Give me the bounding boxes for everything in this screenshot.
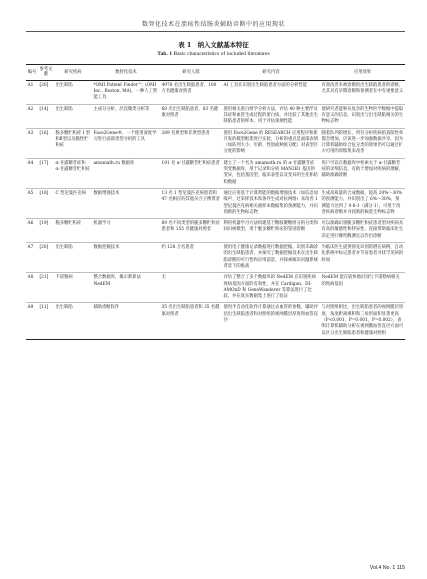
cell-id: A4 <box>27 160 34 166</box>
cell-id: A2 <box>27 106 34 112</box>
cell-disease: 出生缺陷 <box>55 82 73 88</box>
header-effect: 应用效果 <box>320 65 405 81</box>
cell-population: 4978 名出生缺陷患者，100 万名健康对照者 <box>161 82 217 95</box>
cell-population: 289 名典型和非典型患者 <box>161 130 210 136</box>
cell-reference: [16] <box>39 130 49 136</box>
cell-content: 评估了整合了多个数据库的 NedEM 在识别疾病致病基因方面的有效性，并在 Cardigan、DI-AMOnD 和 GeneWanderer 等算法进行了比较，并在真实数据集上进行了验证 <box>223 275 316 300</box>
cell-effect: 有效改善未被诊断的出生缺陷患者的诊断，尤其具有早期诊断和预测者在中有重要意义 <box>321 82 404 95</box>
cell-content: 使用 Face2Gene 的 RESEARCH 应用程序和新开发的模型框架进行实验，分析的重点是面部表情（如队列大小、年龄、性别或种族分配）对表型区分度的影响 <box>223 130 319 155</box>
cell-disease: 卡诺勒病 <box>55 275 73 281</box>
page-footer: Vol.4 No. 1 115 <box>369 565 405 571</box>
cell-technology: 主成分分析、层次聚类分析等 <box>93 106 150 112</box>
caption-en-label: Tab. 1 <box>157 51 172 57</box>
cell-population: 69 名出生缺陷患者、83 名健康对照者 <box>161 106 219 118</box>
table-row <box>26 158 405 188</box>
cell-content: 通过应用基于计算智能的数据增强技术（如信息加噪声、过采样技术和条件生成对抗网络）来改善 1 型尼曼匹克病相关液样本数据集的预测能力，并识别新的生物标志物 <box>223 190 319 215</box>
table-row <box>26 80 405 104</box>
cell-id: A6 <box>27 221 34 227</box>
running-head: 数智化技术在溃疡性结肠炎辅助诊断中的应用现状 <box>141 21 285 28</box>
cell-population: 191 名 α-甘露糖苷贮积症患者 <box>161 160 220 166</box>
caption-en-text: Basic characteristics of included literatures <box>173 51 270 57</box>
table-header <box>26 65 405 81</box>
cell-population: 35 名出生缺陷患者和 35 名健康对照者 <box>161 305 220 317</box>
table-row <box>26 243 405 273</box>
cell-disease: C 型尼曼匹克病 <box>55 190 86 196</box>
cell-reference: [21] <box>39 275 49 281</box>
cell-population: 约 128 万名患者 <box>161 245 194 251</box>
cell-reference: [11] <box>39 305 49 311</box>
table-row <box>26 273 405 303</box>
cell-effect: 随着队列的增长，所有分析疾病的真阳性率都会增加，应该进一步加强数据共享，因为计算机辅助综合征分类的效果仍可以通过扩大可用的训练集来改善 <box>321 130 404 155</box>
cell-disease: 出生缺陷 <box>55 106 73 112</box>
cell-reference: [20] <box>39 245 49 251</box>
cell-reference: [17] <box>39 160 49 166</box>
cell-disease: 脆多糖贮积症 <box>55 221 82 227</box>
cell-content: 使用相关蛋白组学分析方法，评估 40 种主要浮及其症和血管生成过程的蛋白质，并比较了其他出生缺陷患者的样本，用于评估预测性能 <box>223 106 319 125</box>
cell-disease: 脆多糖贮积症 I 型和Ⅱ型以及脆性贮积症 <box>55 130 91 149</box>
cell-content: 使用半自动化软件计算通过去血管的参数，辅助评估出生缺陷患者和对照组的视网膜层厚度和血管直径 <box>223 305 319 324</box>
cell-id: A5 <box>27 190 34 196</box>
cell-effect: 与对照组相比，出生缺陷患者的视网膜层厚度，角度距离乘积和三角形面积显著更高（P<0.001，P=0.001，P=0.002），表明计算机辅助分析在视网膜血管直径方面可以区分出生缺陷患者和健康对照组 <box>321 305 404 336</box>
table-caption-cn: 表 1 纳入文献基本特征 <box>178 41 249 49</box>
cell-technology: 整合数据库，揭示新算法 NedEM <box>93 275 141 287</box>
table-row <box>26 104 405 128</box>
header-technology: 数智化技术 <box>92 65 160 81</box>
header-disease: 研究疾病 <box>54 65 92 81</box>
cell-effect: 生成高质量的合成数据，提高 20%～30% 的预测能力，并识别出了 6%～30%，预测能力达到了 0.8-1（满分 1），可用于改善疾病诊断并寻找新的候选生物标志物 <box>321 190 403 215</box>
cell-disease: 出生缺陷 <box>55 245 73 251</box>
table-body <box>26 80 405 339</box>
cell-reference: [19] <box>39 221 49 227</box>
literature-table <box>26 64 405 340</box>
cell-reference: [18] <box>39 190 49 196</box>
cell-disease: α-甘露糖苷症和 α-甘露糖苷贮积症 <box>55 160 90 173</box>
cell-population: 89 名不同类型的脆多糖贮积症患者和 155 名健康对照者 <box>161 221 220 233</box>
cell-effect: 使研究者能够从复杂的生物医学数据中提取有意义的信息，识别出与出生缺陷相关的生物标志物 <box>321 106 404 125</box>
cell-id: A7 <box>27 245 34 251</box>
cell-effect: 为临床医生提供预先识别的潜在病例，自动化系统中标记患者并节省患者寻找罕见病的时间 <box>321 245 404 263</box>
cell-technology: 数据挖掘技术 <box>93 245 120 251</box>
header-rule <box>26 31 405 32</box>
cell-id: A8 <box>27 275 34 281</box>
table-caption-en <box>0 51 427 57</box>
cell-technology: *OMI Patient Finder™, (OMI Inc., Boston, MA)，一种人工智能工具 <box>93 82 158 101</box>
header-population: 研究人群 <box>160 65 222 81</box>
cell-technology: 辅助诊断软件 <box>93 305 120 311</box>
table-header-row <box>26 65 405 81</box>
cell-id: A3 <box>27 130 34 136</box>
cell-technology: 数据增强技术 <box>93 190 120 196</box>
cell-id: A1 <box>27 82 34 88</box>
header-reference: 参考文献 <box>38 65 54 81</box>
cell-content: 利用机器学习方法构建基于糖胺聚糖组分的分类和回归树模型，用于脆多糖贮积症的鉴别诊断 <box>223 221 319 233</box>
cell-technology: 机器学习 <box>93 221 111 227</box>
cell-content: 使用电子健康记录数据进行数据挖掘，识别未确诊的出生缺陷患者，并探究了数据挖掘技术在出生缺陷诊断的可行性和应用前景，并探索解决问题系统背景下的挑战 <box>223 245 319 269</box>
table-row <box>26 188 405 218</box>
table-row <box>26 303 405 339</box>
cell-reference: [20] <box>39 82 49 88</box>
cell-effect: 用户可以在数据库中检索关于 α-甘露糖苷症的详细信息，有助于增加对疾病的理解，辅助准确诊断 <box>321 160 404 179</box>
cell-disease: 出生缺陷 <box>55 305 73 311</box>
cell-effect: 可以准确识别脆多糖贮积症患者型对疾病具有高的敏感性和特异性，直接帮助临床医生决定进行哪些酶测定以作出诊断 <box>321 221 404 239</box>
cell-population: 13 名 1 型尼曼匹克病患者和 47 名相应的其他杂合子携带者 <box>161 190 220 203</box>
cell-technology: Face2Gene®，一个使用深度学习进行面部类型分析的工具 <box>93 130 157 142</box>
cell-population: 无 <box>161 275 166 281</box>
cell-id: A9 <box>27 305 34 311</box>
cell-content: 建立了一个名为 amamath.ru 的 α-甘露糖苷症突变数据库，用于记录和分析 MAN2B1 基因的变异，包括基因型、临床表型以及变异的生化和结构数据 <box>223 160 319 185</box>
header-id: 编号 <box>26 65 38 81</box>
cell-content: AI 工具在识别出生缺陷患者方面的分析性能 <box>223 82 308 88</box>
cell-reference: [14] <box>39 106 49 112</box>
cell-technology: amamath.ru 数据库 <box>93 160 135 166</box>
table-row <box>26 128 405 158</box>
cell-effect: NedEM 能在较快地识别与卡诺勒病相关的致病基因 <box>321 275 400 287</box>
table-row <box>26 219 405 243</box>
header-content: 研究内容 <box>222 65 320 81</box>
